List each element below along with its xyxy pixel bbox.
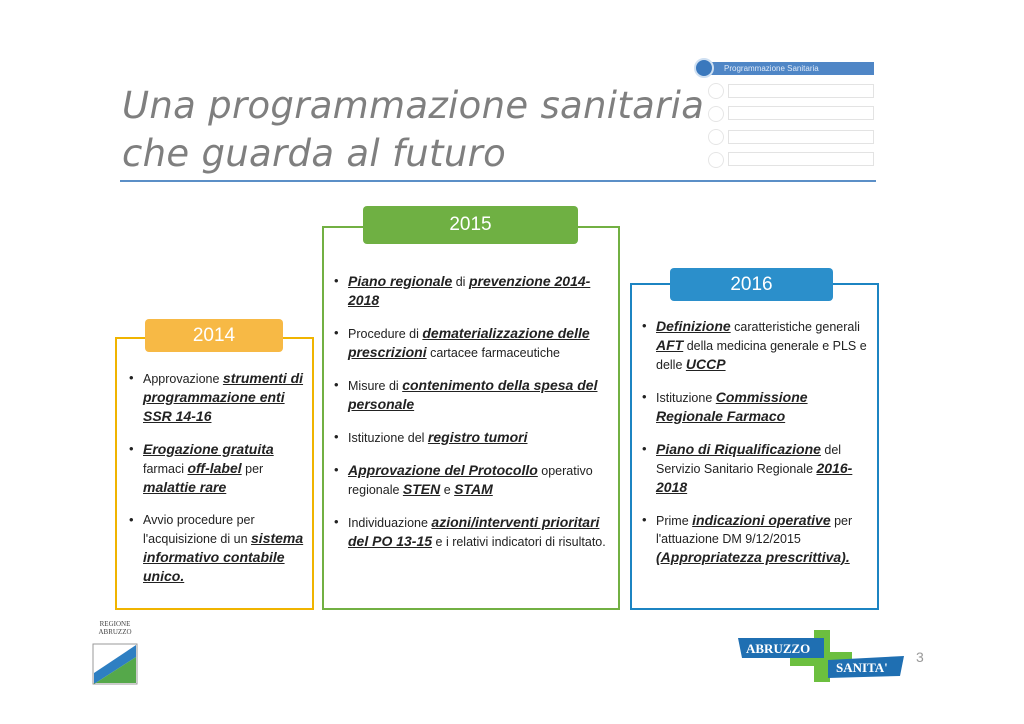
list-item: • Avvio procedure per l'acquisizione di un sistema informativo contabile unico. (129, 511, 311, 586)
section-nav-widget (694, 58, 876, 178)
region-shield-icon (92, 643, 138, 685)
column-2016 (630, 283, 879, 610)
list-item: • Prime indicazioni operative per l'attuazione DM 9/12/2015 (Appropriatezza prescrittiva). (642, 511, 878, 567)
region-caption (92, 620, 138, 636)
list-item: • Piano regionale di prevenzione 2014-2018 (334, 272, 616, 310)
list-item: • Istituzione del registro tumori (334, 428, 616, 447)
region-line-2: ABRUZZO (98, 628, 132, 636)
year-label-2016: 2016 (670, 268, 833, 301)
abruzzo-sanita-logo (732, 626, 912, 686)
year-label-2015: 2015 (363, 206, 578, 244)
title-line-2: che guarda al futuro (122, 132, 507, 175)
column-2015 (322, 226, 620, 610)
nav-widget-row (728, 130, 874, 144)
page-number: 3 (916, 649, 924, 665)
list-item: • Erogazione gratuita farmaci off-label per malattie rare (129, 440, 311, 497)
faded-icon (708, 83, 724, 99)
logo-word-abruzzo: ABRUZZO (746, 641, 811, 656)
title-divider (120, 180, 876, 182)
list-item: • Definizione caratteristiche generali AFT della medicina generale e PLS e delle UCCP (642, 317, 878, 374)
list-2014 (129, 369, 311, 600)
year-label-2014: 2014 (145, 319, 283, 352)
column-2014 (115, 337, 314, 610)
nav-widget-header: Programmazione Sanitaria (704, 62, 874, 75)
nav-widget-row (728, 106, 874, 120)
title-line-1: Una programmazione sanitaria (122, 84, 705, 127)
nav-widget-row (728, 84, 874, 98)
doctor-icon (694, 58, 714, 78)
list-item: • Approvazione strumenti di programmazione enti SSR 14-16 (129, 369, 311, 426)
logo-word-sanita: SANITA' (836, 660, 888, 675)
faded-icon (708, 152, 724, 168)
list-item: • Procedure di dematerializzazione delle prescrizioni cartacee farmaceutiche (334, 324, 616, 362)
region-line-1: REGIONE (99, 620, 131, 628)
slide-title (122, 82, 704, 178)
list-2016 (642, 317, 878, 581)
list-item: • Approvazione del Protocollo operativo regionale STEN e STAM (334, 461, 616, 499)
list-item: • Individuazione azioni/interventi prioritari del PO 13-15 e i relativi indicatori di risultato. (334, 513, 616, 551)
list-item: • Misure di contenimento della spesa del personale (334, 376, 616, 414)
nav-widget-row (728, 152, 874, 166)
faded-icon (708, 129, 724, 145)
list-item: • Istituzione Commissione Regionale Farmaco (642, 388, 878, 426)
list-item: • Piano di Riqualificazione del Servizio Sanitario Regionale 2016-2018 (642, 440, 878, 497)
faded-icon (708, 106, 724, 122)
list-2015 (334, 272, 616, 565)
